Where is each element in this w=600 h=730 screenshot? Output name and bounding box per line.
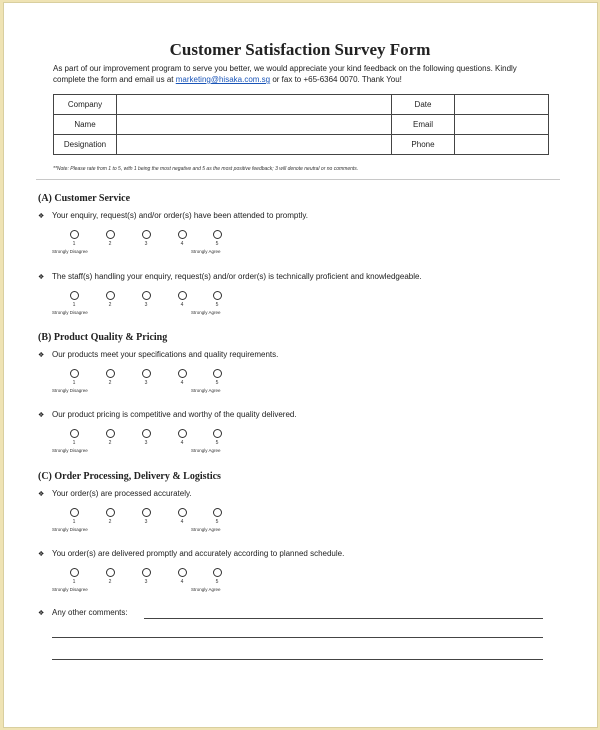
rating-option[interactable] bbox=[172, 568, 192, 585]
rating-option[interactable] bbox=[100, 568, 120, 585]
rating-scale bbox=[52, 369, 242, 401]
rating-number: 1 bbox=[72, 519, 76, 525]
comments-text: Any other comments: bbox=[52, 608, 128, 617]
question-text: Your order(s) are processed accurately. bbox=[52, 489, 192, 498]
rating-option[interactable] bbox=[64, 291, 84, 308]
table-row bbox=[54, 95, 549, 115]
rating-number: 5 bbox=[215, 579, 219, 585]
page-title: Customer Satisfaction Survey Form bbox=[169, 40, 431, 59]
high-anchor-label: Strongly Agree bbox=[191, 448, 221, 453]
rating-option[interactable] bbox=[100, 369, 120, 386]
rating-number: 3 bbox=[144, 519, 148, 525]
comment-line-1[interactable] bbox=[144, 618, 543, 619]
rating-number: 2 bbox=[108, 302, 112, 308]
rating-number: 3 bbox=[144, 579, 148, 585]
radio-circle-icon[interactable] bbox=[106, 291, 115, 300]
radio-circle-icon[interactable] bbox=[70, 508, 79, 517]
radio-circle-icon[interactable] bbox=[178, 568, 187, 577]
section-heading: (C) Order Processing, Delivery & Logistics bbox=[38, 471, 221, 482]
intro-line-2-suffix: or fax to +65-6364 0070. Thank You! bbox=[270, 75, 402, 84]
rating-number: 3 bbox=[144, 241, 148, 247]
bullet-icon: ❖ bbox=[38, 274, 45, 281]
date-label: Date bbox=[392, 95, 455, 115]
rating-option[interactable] bbox=[207, 429, 227, 446]
email-field[interactable] bbox=[455, 115, 549, 135]
bullet-icon: ❖ bbox=[38, 491, 45, 498]
radio-circle-icon[interactable] bbox=[70, 369, 79, 378]
rating-option[interactable] bbox=[100, 230, 120, 247]
rating-option[interactable] bbox=[100, 429, 120, 446]
company-label: Company bbox=[54, 95, 117, 115]
rating-number: 5 bbox=[215, 241, 219, 247]
rating-number: 1 bbox=[72, 579, 76, 585]
question-text: The staff(s) handling your enquiry, request(s) and/or order(s) is technically proficient and knowledgeable. bbox=[52, 272, 422, 281]
intro-text bbox=[53, 63, 553, 85]
rating-number: 4 bbox=[180, 440, 184, 446]
question bbox=[38, 350, 558, 359]
high-anchor-label: Strongly Agree bbox=[191, 587, 221, 592]
bullet-icon: ❖ bbox=[38, 551, 45, 558]
rating-option[interactable] bbox=[136, 508, 156, 525]
rating-scale bbox=[52, 568, 242, 600]
low-anchor-label: Strongly Disagree bbox=[52, 448, 88, 453]
rating-option[interactable] bbox=[172, 230, 192, 247]
phone-field[interactable] bbox=[455, 135, 549, 155]
section-heading: (A) Customer Service bbox=[38, 193, 131, 204]
rating-number: 1 bbox=[72, 440, 76, 446]
rating-option[interactable] bbox=[136, 429, 156, 446]
comment-line-2[interactable] bbox=[52, 637, 543, 638]
low-anchor-label: Strongly Disagree bbox=[52, 527, 88, 532]
rating-number: 4 bbox=[180, 380, 184, 386]
rating-number: 1 bbox=[72, 302, 76, 308]
high-anchor-label: Strongly Agree bbox=[191, 249, 221, 254]
rating-option[interactable] bbox=[172, 369, 192, 386]
rating-option[interactable] bbox=[207, 508, 227, 525]
rating-number: 5 bbox=[215, 440, 219, 446]
high-anchor-label: Strongly Agree bbox=[191, 310, 221, 315]
rating-number: 5 bbox=[215, 519, 219, 525]
table-row bbox=[54, 135, 549, 155]
question-text: Our product pricing is competitive and worthy of the quality delivered. bbox=[52, 410, 297, 419]
radio-circle-icon[interactable] bbox=[213, 230, 222, 239]
name-label: Name bbox=[54, 115, 117, 135]
table-row bbox=[54, 115, 549, 135]
phone-label: Phone bbox=[392, 135, 455, 155]
rating-number: 2 bbox=[108, 519, 112, 525]
rating-number: 5 bbox=[215, 302, 219, 308]
bullet-icon: ❖ bbox=[38, 213, 45, 220]
radio-circle-icon[interactable] bbox=[213, 291, 222, 300]
radio-circle-icon[interactable] bbox=[70, 230, 79, 239]
question bbox=[38, 410, 558, 419]
question bbox=[38, 211, 558, 220]
question-text: You order(s) are delivered promptly and accurately according to planned schedule. bbox=[52, 549, 345, 558]
rating-option[interactable] bbox=[136, 369, 156, 386]
radio-circle-icon[interactable] bbox=[142, 429, 151, 438]
intro-line-1: As part of our improvement program to serve you better, we would appreciate your kind feedback on the following questions. Kindly bbox=[53, 64, 517, 73]
bullet-icon: ❖ bbox=[38, 610, 45, 617]
rating-scale bbox=[52, 291, 242, 323]
rating-option[interactable] bbox=[64, 568, 84, 585]
radio-circle-icon[interactable] bbox=[106, 508, 115, 517]
bullet-icon: ❖ bbox=[38, 412, 45, 419]
question bbox=[38, 489, 558, 498]
low-anchor-label: Strongly Disagree bbox=[52, 587, 88, 592]
high-anchor-label: Strongly Agree bbox=[191, 527, 221, 532]
bullet-icon: ❖ bbox=[38, 352, 45, 359]
rating-number: 5 bbox=[215, 380, 219, 386]
radio-circle-icon[interactable] bbox=[178, 508, 187, 517]
rating-number: 3 bbox=[144, 440, 148, 446]
radio-circle-icon[interactable] bbox=[213, 568, 222, 577]
low-anchor-label: Strongly Disagree bbox=[52, 310, 88, 315]
rating-option[interactable] bbox=[100, 291, 120, 308]
rating-note: **Note: Please rate from 1 to 5, with 1 being the most negative and 5 as the most positive feedback; 3 will denote neutral or no comments. bbox=[53, 166, 359, 172]
radio-circle-icon[interactable] bbox=[106, 369, 115, 378]
radio-circle-icon[interactable] bbox=[178, 429, 187, 438]
radio-circle-icon[interactable] bbox=[142, 230, 151, 239]
rating-number: 1 bbox=[72, 241, 76, 247]
company-field[interactable] bbox=[117, 95, 392, 115]
rating-option[interactable] bbox=[64, 230, 84, 247]
intro-line-2-prefix: complete the form and email us at bbox=[53, 75, 176, 84]
radio-circle-icon[interactable] bbox=[106, 568, 115, 577]
rating-number: 2 bbox=[108, 579, 112, 585]
rating-scale bbox=[52, 508, 242, 540]
date-field[interactable] bbox=[455, 95, 549, 115]
rating-number: 2 bbox=[108, 241, 112, 247]
question-text: Our products meet your specifications and quality requirements. bbox=[52, 350, 279, 359]
radio-circle-icon[interactable] bbox=[142, 369, 151, 378]
divider bbox=[36, 179, 560, 180]
rating-scale bbox=[52, 429, 242, 461]
rating-option[interactable] bbox=[136, 568, 156, 585]
rating-option[interactable] bbox=[207, 568, 227, 585]
radio-circle-icon[interactable] bbox=[106, 230, 115, 239]
designation-label: Designation bbox=[54, 135, 117, 155]
comments-label bbox=[38, 608, 128, 617]
rating-number: 1 bbox=[72, 380, 76, 386]
rating-number: 4 bbox=[180, 519, 184, 525]
radio-circle-icon[interactable] bbox=[106, 429, 115, 438]
low-anchor-label: Strongly Disagree bbox=[52, 249, 88, 254]
rating-option[interactable] bbox=[136, 230, 156, 247]
rating-number: 4 bbox=[180, 241, 184, 247]
email-label: Email bbox=[392, 115, 455, 135]
designation-field[interactable] bbox=[117, 135, 392, 155]
rating-option[interactable] bbox=[172, 429, 192, 446]
high-anchor-label: Strongly Agree bbox=[191, 388, 221, 393]
rating-option[interactable] bbox=[207, 369, 227, 386]
rating-option[interactable] bbox=[64, 369, 84, 386]
rating-number: 2 bbox=[108, 380, 112, 386]
radio-circle-icon[interactable] bbox=[70, 568, 79, 577]
radio-circle-icon[interactable] bbox=[142, 291, 151, 300]
rating-option[interactable] bbox=[64, 508, 84, 525]
email-link[interactable]: marketing@hisaka.com.sg bbox=[175, 75, 271, 84]
question-text: Your enquiry, request(s) and/or order(s) have been attended to promptly. bbox=[52, 211, 308, 220]
radio-circle-icon[interactable] bbox=[178, 230, 187, 239]
name-field[interactable] bbox=[117, 115, 392, 135]
contact-info-table bbox=[53, 94, 549, 155]
rating-option[interactable] bbox=[172, 291, 192, 308]
radio-circle-icon[interactable] bbox=[213, 508, 222, 517]
comment-line-3[interactable] bbox=[52, 659, 543, 660]
rating-number: 3 bbox=[144, 380, 148, 386]
rating-option[interactable] bbox=[64, 429, 84, 446]
rating-number: 3 bbox=[144, 302, 148, 308]
rating-option[interactable] bbox=[207, 291, 227, 308]
rating-option[interactable] bbox=[207, 230, 227, 247]
radio-circle-icon[interactable] bbox=[178, 291, 187, 300]
radio-circle-icon[interactable] bbox=[142, 508, 151, 517]
rating-number: 2 bbox=[108, 440, 112, 446]
rating-option[interactable] bbox=[172, 508, 192, 525]
section-heading: (B) Product Quality & Pricing bbox=[38, 332, 168, 343]
question bbox=[38, 272, 558, 281]
radio-circle-icon[interactable] bbox=[178, 369, 187, 378]
radio-circle-icon[interactable] bbox=[70, 429, 79, 438]
rating-option[interactable] bbox=[100, 508, 120, 525]
radio-circle-icon[interactable] bbox=[142, 568, 151, 577]
rating-option[interactable] bbox=[136, 291, 156, 308]
radio-circle-icon[interactable] bbox=[70, 291, 79, 300]
rating-number: 4 bbox=[180, 579, 184, 585]
question bbox=[38, 549, 558, 558]
radio-circle-icon[interactable] bbox=[213, 429, 222, 438]
rating-scale bbox=[52, 230, 242, 262]
low-anchor-label: Strongly Disagree bbox=[52, 388, 88, 393]
radio-circle-icon[interactable] bbox=[213, 369, 222, 378]
rating-number: 4 bbox=[180, 302, 184, 308]
